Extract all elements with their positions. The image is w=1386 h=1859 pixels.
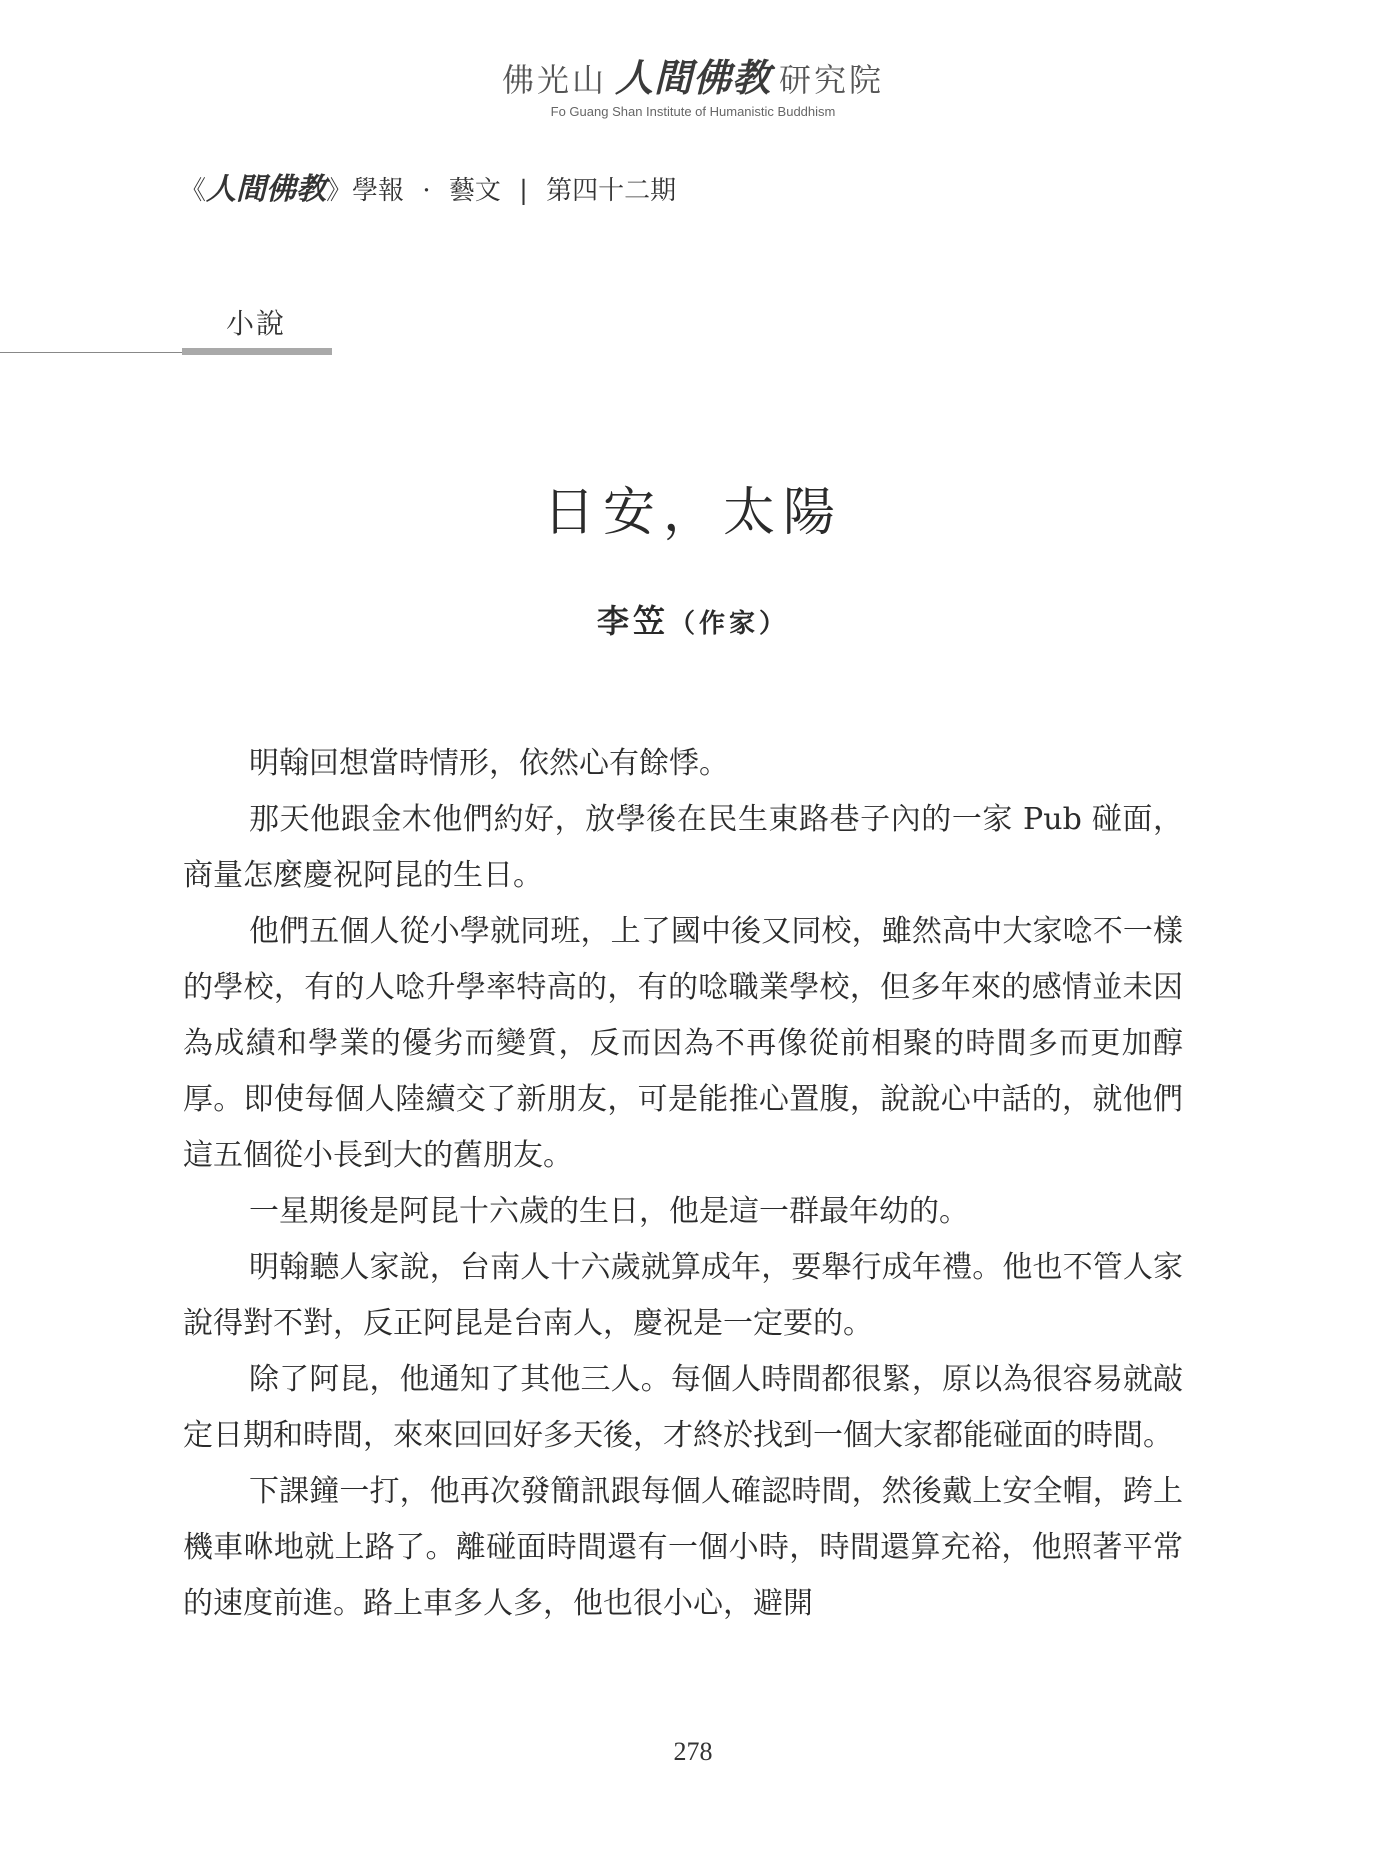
journal-issue: 第四十二期 (546, 176, 677, 206)
journal-name-suffix: 學報 (352, 176, 405, 206)
author-role: （作家） (669, 609, 790, 639)
page-number: 278 (673, 1737, 713, 1766)
journal-divider: | (519, 176, 528, 206)
journal-brand: 人間佛教 (206, 172, 327, 207)
body-paragraph: 他們五個人從小學就同班，上了國中後又同校，雖然高中大家唸不一樣的學校，有的人唸升學率特高的，有的唸職業學校，但多年來的感情並未因為成績和學業的優劣而變質，反而因為不再像從前相聚的時間多而更加醇厚。即使每個人陸續交了新朋友，可是能推心置腹，說說心中話的，就他們這五個從小長到大的舊朋友。 (183, 914, 1183, 1173)
article-body (183, 736, 1183, 1632)
institute-name-left: 佛光山 (501, 61, 607, 99)
body-paragraph: 那天他跟金木他們約好，放學後在民生東路巷子內的一家 Pub 碰面，商量怎麼慶祝阿昆的生日。 (183, 802, 1183, 893)
body-paragraph: 下課鐘一打，他再次發簡訊跟每個人確認時間，然後戴上安全帽，跨上機車咻地就上路了。離碰面時間還有一個小時，時間還算充裕，他照著平常的速度前進。路上車多人多，他也很小心，避開 (183, 1474, 1183, 1621)
journal-open-bracket: 《 (180, 176, 207, 206)
institute-english-name: Fo Guang Shan Institute of Humanistic Buddhism (550, 104, 836, 119)
institute-name (0, 58, 1386, 100)
institute-brand-logo: 人間佛教 (614, 56, 771, 100)
body-paragraph: 明翰聽人家說，台南人十六歲就算成年，要舉行成年禮。他也不管人家說得對不對，反正阿昆是台南人，慶祝是一定要的。 (183, 1250, 1183, 1341)
article-title: 日安，太陽 (542, 483, 843, 543)
author-name: 李笠 (596, 602, 669, 640)
body-paragraph: 一星期後是阿昆十六歲的生日，他是這一群最年幼的。 (249, 1194, 969, 1229)
institute-name-right: 研究院 (779, 61, 885, 99)
journal-close-bracket: 》 (326, 176, 353, 206)
section-label: 小說 (226, 307, 287, 340)
journal-section: 藝文 (448, 176, 501, 206)
journal-dot: · (422, 176, 431, 206)
body-paragraph: 除了阿昆，他通知了其他三人。每個人時間都很緊，原以為很容易就敲定日期和時間，來來回回好多天後，才終於找到一個大家都能碰面的時間。 (183, 1362, 1183, 1453)
body-paragraph: 明翰回想當時情形，依然心有餘悸。 (249, 746, 729, 781)
section-rule-thick (182, 348, 332, 355)
article-author (0, 596, 1386, 642)
journal-running-head (180, 164, 676, 208)
institute-header (0, 58, 1386, 119)
